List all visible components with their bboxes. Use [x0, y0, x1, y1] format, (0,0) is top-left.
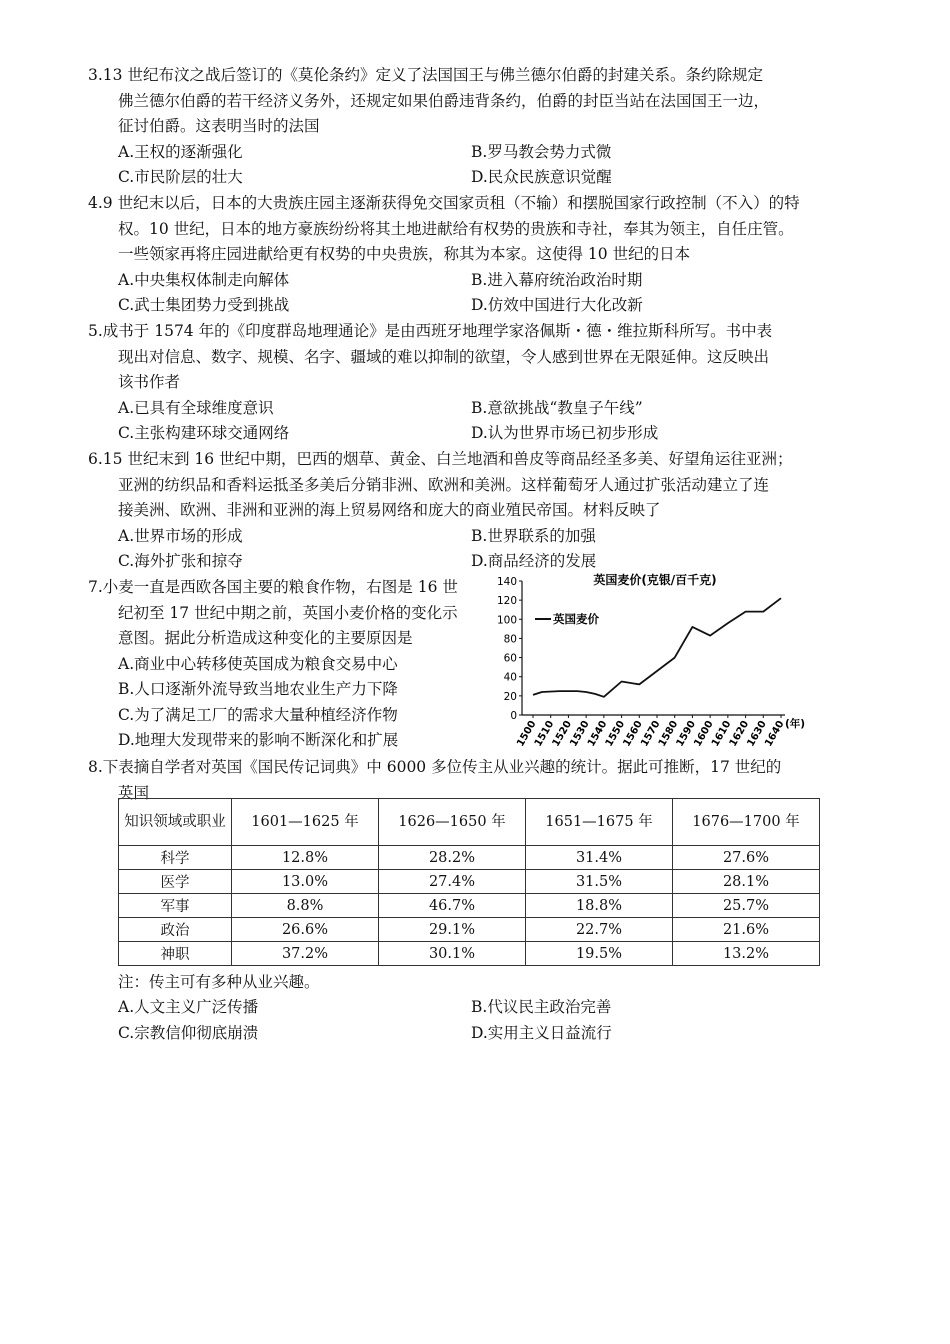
x-tick-label: 1500 [515, 719, 539, 749]
question-6-option-c[interactable]: C.海外扩张和掠夺 [118, 552, 243, 570]
question-6-line-1: 6.15 世纪末到 16 世纪中期，巴西的烟草、黄金、白兰地酒和兽皮等商品经圣多美、好望角运往亚洲； [88, 450, 793, 468]
x-tick-label: 1600 [692, 719, 716, 749]
table-cell: 46.7% [379, 894, 526, 918]
table-row [119, 870, 820, 894]
question-4-line-2: 权。10 世纪，日本的地方豪族纷纷将其土地进献给有权势的贵族和寺社，奉其为领主，自任庄管。 [118, 219, 794, 238]
table-cell: 18.8% [526, 894, 673, 918]
table-cell: 25.7% [673, 894, 820, 918]
question-7 [88, 575, 493, 754]
x-tick-label: 1550 [603, 719, 628, 749]
question-6 [88, 447, 848, 575]
x-tick-label: 1560 [621, 719, 645, 749]
table-header-row [119, 799, 820, 846]
x-tick-label: 1540 [586, 719, 610, 749]
question-8-line-2: 英国 [118, 783, 150, 802]
legend-label: 英国麦价 [553, 612, 599, 626]
x-tick-label: 1530 [568, 719, 592, 749]
table-cell: 21.6% [673, 918, 820, 942]
question-7-line-2: 纪初至 17 世纪中期之前，英国小麦价格的变化示 [118, 603, 458, 622]
table-cell: 政治 [119, 918, 232, 942]
table-row [119, 918, 820, 942]
question-6-line-3: 接美洲、欧洲、非洲和亚洲的海上贸易网络和庞大的商业殖民帝国。材料反映了 [118, 501, 661, 519]
table-cell: 22.7% [526, 918, 673, 942]
table-header-cell: 1601—1625 年 [232, 799, 379, 846]
question-3-line-2: 佛兰德尔伯爵的若干经济义务外，还规定如果伯爵违背条约，伯爵的封臣当站在法国国王一边， [118, 91, 770, 110]
question-4-options [88, 268, 848, 319]
table-cell: 医学 [119, 870, 232, 894]
table-row [119, 846, 820, 870]
chart-axes [522, 581, 785, 715]
table-cell: 13.0% [232, 870, 379, 894]
table-cell: 军事 [119, 894, 232, 918]
x-tick-label: 1610 [710, 719, 734, 749]
question-7-options [88, 652, 493, 754]
question-4-option-d[interactable]: D.仿效中国进行大化改新 [471, 296, 643, 314]
question-7-option-b[interactable]: B.人口逐渐外流导致当地农业生产力下降 [118, 680, 398, 698]
table-header-cell: 1651—1675 年 [526, 799, 673, 846]
chart-x-ticks [515, 715, 805, 749]
question-5-line-1: 5.成书于 1574 年的《印度群岛地理通论》是由西班牙地理学家洛佩斯・德・维拉斯科所写。书中表 [88, 322, 773, 340]
table-header-cell: 知识领域或职业 [119, 799, 232, 846]
question-3-line-1: 3.13 世纪布汶之战后签订的《莫伦条约》定义了法国国王与佛兰德尔伯爵的封建关系。条约除规定 [88, 66, 763, 84]
table-row [119, 942, 820, 966]
question-3-option-a[interactable]: A.王权的逐渐强化 [118, 142, 243, 161]
y-tick-label: 0 [510, 710, 517, 722]
table-cell: 30.1% [379, 942, 526, 966]
question-7-line-1: 7.小麦一直是西欧各国主要的粮食作物，右图是 16 世 [88, 578, 458, 596]
y-tick-label: 140 [496, 576, 517, 588]
table-note: 注：传主可有多种从业兴趣。 [118, 973, 320, 991]
question-8-option-a[interactable]: A.人文主义广泛传播 [118, 998, 259, 1016]
y-tick-label: 100 [496, 614, 517, 627]
question-3-option-b[interactable]: B.罗马教会势力式微 [471, 142, 612, 161]
table-cell: 19.5% [526, 942, 673, 966]
question-5-option-a[interactable]: A.已具有全球维度意识 [118, 398, 274, 417]
y-tick-label: 60 [503, 652, 517, 665]
question-7-line-3: 意图。据此分析造成这种变化的主要原因是 [118, 629, 413, 647]
question-5-options [88, 396, 848, 447]
x-tick-label: 1580 [656, 719, 681, 749]
question-4-option-a[interactable]: A.中央集权体制走向解体 [118, 270, 290, 289]
table-cell: 12.8% [232, 846, 379, 870]
table-cell: 13.2% [673, 942, 820, 966]
y-tick-label: 120 [496, 595, 517, 608]
x-tick-label: 1630 [745, 719, 769, 749]
table-cell: 31.4% [526, 846, 673, 870]
wheat-price-chart [495, 572, 806, 749]
x-tick-label: 1620 [727, 719, 752, 749]
table-cell: 26.6% [232, 918, 379, 942]
table-cell: 27.6% [673, 846, 820, 870]
question-7-option-c[interactable]: C.为了满足工厂的需求大量种植经济作物 [118, 705, 398, 724]
question-6-option-b[interactable]: B.世界联系的加强 [471, 526, 596, 545]
question-7-option-d[interactable]: D.地理大发现带来的影响不断深化和扩展 [118, 731, 399, 749]
question-4-option-c[interactable]: C.武士集团势力受到挑战 [118, 296, 290, 314]
table-cell: 28.2% [379, 846, 526, 870]
question-8-line-1: 8.下表摘自学者对英国《国民传记词典》中 6000 多位传主从业兴趣的统计。据此可推断，17 世纪的 [88, 758, 782, 776]
table-row [119, 894, 820, 918]
x-tick-label: 1510 [532, 719, 557, 749]
y-tick-label: 20 [503, 690, 517, 703]
y-tick-label: 80 [503, 633, 517, 646]
question-6-option-a[interactable]: A.世界市场的形成 [118, 526, 243, 545]
question-6-option-d[interactable]: D.商品经济的发展 [471, 552, 597, 570]
table-cell: 8.8% [232, 894, 379, 918]
question-5-line-3: 该书作者 [118, 373, 181, 391]
question-8-options [118, 995, 824, 1046]
x-axis-label: (年) [785, 718, 806, 730]
question-5-line-2: 现出对信息、数字、规模、名字、疆域的难以抑制的欲望，令人感到世界在无限延伸。这反映出 [118, 347, 770, 366]
question-8-option-b[interactable]: B.代议民主政治完善 [471, 998, 612, 1016]
question-5 [88, 319, 848, 447]
question-5-option-c[interactable]: C.主张构建环球交通网络 [118, 424, 290, 442]
x-tick-label: 1590 [674, 719, 699, 749]
table-cell: 27.4% [379, 870, 526, 894]
chart-y-ticks [497, 576, 522, 722]
x-tick-label: 1520 [550, 719, 575, 749]
x-tick-label: 1570 [639, 719, 663, 749]
question-4-option-b[interactable]: B.进入幕府统治政治时期 [471, 270, 643, 289]
question-3-option-d[interactable]: D.民众民族意识觉醒 [471, 168, 612, 186]
chart-title: 英国麦价(克银/百千克) [593, 573, 717, 587]
table-cell: 31.5% [526, 870, 673, 894]
question-3-line-3: 征讨伯爵。这表明当时的法国 [118, 117, 320, 135]
y-tick-label: 40 [503, 671, 517, 684]
question-3 [88, 63, 848, 191]
question-5-option-d[interactable]: D.认为世界市场已初步形成 [471, 424, 659, 442]
question-3-option-c[interactable]: C.市民阶层的壮大 [118, 168, 243, 186]
table-header-cell: 1676—1700 年 [673, 799, 820, 846]
chart-legend [535, 612, 599, 626]
question-4-line-1: 4.9 世纪末以后，日本的大贵族庄园主逐渐获得免交国家贡租（不输）和摆脱国家行政控制（不入）的特 [88, 194, 800, 212]
table-cell: 科学 [119, 846, 232, 870]
question-6-options [88, 524, 848, 575]
interest-statistics-table [118, 798, 820, 966]
question-7-option-a[interactable]: A.商业中心转移使英国成为粮食交易中心 [118, 654, 398, 673]
question-8-footer [118, 970, 824, 1046]
table-cell: 神职 [119, 942, 232, 966]
question-8-option-c[interactable]: C.宗教信仰彻底崩溃 [118, 1023, 259, 1042]
question-4 [88, 191, 848, 319]
x-tick-label: 1640 [763, 719, 787, 749]
table-cell: 37.2% [232, 942, 379, 966]
table-cell: 28.1% [673, 870, 820, 894]
question-3-options [88, 140, 848, 191]
question-4-line-3: 一些领家再将庄园进献给更有权势的中央贵族，称其为本家。这使得 10 世纪的日本 [118, 245, 691, 263]
question-5-option-b[interactable]: B.意欲挑战“教皇子午线” [471, 398, 643, 417]
table-cell: 29.1% [379, 918, 526, 942]
question-6-line-2: 亚洲的纺织品和香料运抵圣多美后分销非洲、欧洲和美洲。这样葡萄牙人通过扩张活动建立了连 [118, 475, 770, 494]
question-8-option-d[interactable]: D.实用主义日益流行 [471, 1023, 612, 1042]
table-header-cell: 1626—1650 年 [379, 799, 526, 846]
